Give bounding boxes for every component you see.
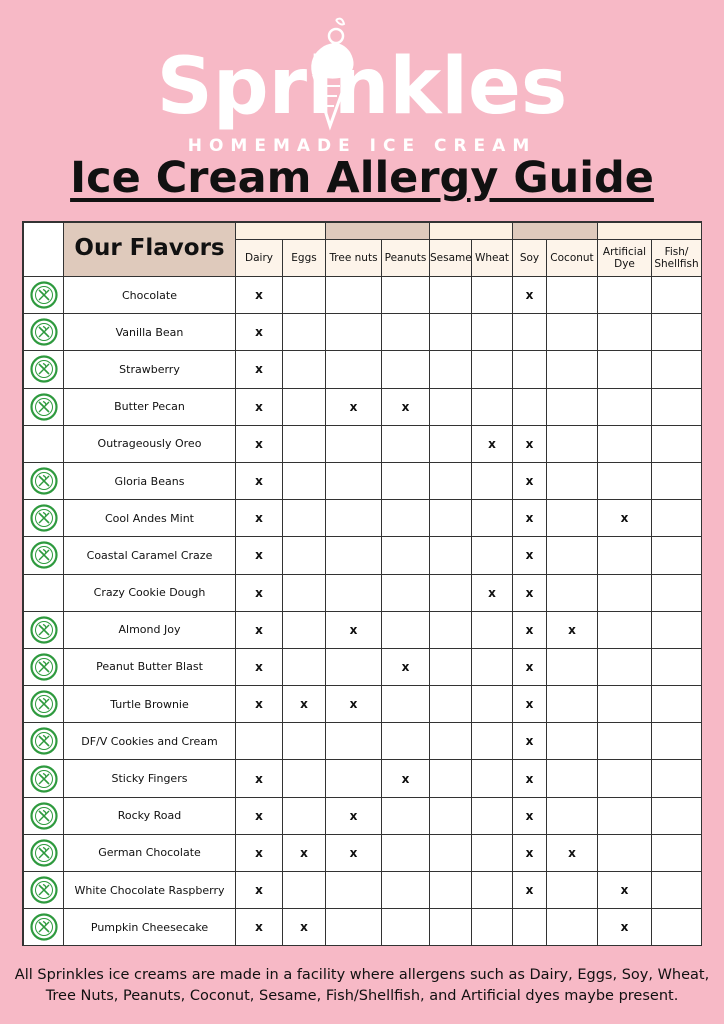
allergen-mark: x <box>326 686 382 723</box>
allergen-mark: x <box>236 797 283 834</box>
allergen-cell-empty <box>598 834 652 871</box>
badge-cell-empty <box>24 574 64 611</box>
allergen-cell-empty <box>652 277 702 314</box>
allergen-cell-empty <box>283 648 326 685</box>
allergen-cell-empty <box>283 500 326 537</box>
allergen-cell-empty <box>652 797 702 834</box>
logo <box>0 8 724 158</box>
allergen-cell-empty <box>652 425 702 462</box>
allergen-cell-empty <box>326 351 382 388</box>
allergen-cell-empty <box>472 314 513 351</box>
table-row <box>24 351 702 388</box>
allergen-cell-empty <box>472 797 513 834</box>
flavor-name: White Chocolate Raspberry <box>64 872 236 909</box>
allergen-cell-empty <box>382 872 430 909</box>
allergen-mark: x <box>236 500 283 537</box>
allergen-cell-empty <box>472 723 513 760</box>
allergen-cell-empty <box>430 797 472 834</box>
allergen-cell-empty <box>472 760 513 797</box>
allergen-cell-empty <box>472 537 513 574</box>
allergen-cell-empty <box>326 425 382 462</box>
allergen-cell-empty <box>652 909 702 946</box>
badge-column-header <box>24 223 64 277</box>
allergen-mark: x <box>236 425 283 462</box>
allergen-mark: x <box>283 834 326 871</box>
allergen-cell-empty <box>652 500 702 537</box>
allergen-cell-empty <box>652 723 702 760</box>
gluten-free-badge-icon <box>24 537 64 574</box>
allergen-cell-empty <box>598 611 652 648</box>
flavor-name: Cool Andes Mint <box>64 500 236 537</box>
column-header-soy: Soy <box>513 240 547 277</box>
allergen-cell-empty <box>547 537 598 574</box>
table-row <box>24 834 702 871</box>
allergen-cell-empty <box>652 314 702 351</box>
flavor-name: Rocky Road <box>64 797 236 834</box>
flavor-name: Coastal Caramel Craze <box>64 537 236 574</box>
allergen-cell-empty <box>547 314 598 351</box>
flavor-name: Outrageously Oreo <box>64 425 236 462</box>
flavor-name: Pumpkin Cheesecake <box>64 909 236 946</box>
allergen-cell-empty <box>652 648 702 685</box>
allergen-cell-empty <box>598 574 652 611</box>
allergen-cell-empty <box>326 574 382 611</box>
allergen-cell-empty <box>430 872 472 909</box>
allergen-mark: x <box>382 388 430 425</box>
allergen-cell-empty <box>283 537 326 574</box>
allergen-cell-empty <box>283 611 326 648</box>
column-header-dairy: Dairy <box>236 240 283 277</box>
allergen-cell-empty <box>652 537 702 574</box>
allergen-cell-empty <box>547 648 598 685</box>
allergen-mark: x <box>513 500 547 537</box>
allergen-cell-empty <box>472 462 513 499</box>
allergen-cell-empty <box>382 462 430 499</box>
allergen-cell-empty <box>382 797 430 834</box>
allergen-mark: x <box>513 648 547 685</box>
allergen-cell-empty <box>472 351 513 388</box>
gluten-free-badge-icon <box>24 314 64 351</box>
allergen-cell-empty <box>472 872 513 909</box>
allergen-cell-empty <box>283 797 326 834</box>
allergen-cell-empty <box>598 314 652 351</box>
table-row <box>24 425 702 462</box>
allergen-cell-empty <box>283 425 326 462</box>
allergen-cell-empty <box>430 834 472 871</box>
allergen-cell-empty <box>283 462 326 499</box>
gluten-free-badge-icon <box>24 872 64 909</box>
allergen-mark: x <box>513 537 547 574</box>
page-title: Ice Cream Allergy Guide <box>70 153 654 203</box>
allergen-cell-empty <box>598 277 652 314</box>
flavor-name: DF/V Cookies and Cream <box>64 723 236 760</box>
allergen-cell-empty <box>430 314 472 351</box>
flavor-name: Almond Joy <box>64 611 236 648</box>
allergen-cell-empty <box>382 500 430 537</box>
allergen-cell-empty <box>430 388 472 425</box>
allergen-mark: x <box>472 425 513 462</box>
allergen-cell-empty <box>547 797 598 834</box>
allergen-cell-empty <box>513 388 547 425</box>
allergen-mark: x <box>236 388 283 425</box>
table-row <box>24 314 702 351</box>
allergen-mark: x <box>326 834 382 871</box>
allergen-cell-empty <box>547 686 598 723</box>
flavor-name: Gloria Beans <box>64 462 236 499</box>
column-header-sesame: Sesame <box>430 240 472 277</box>
allergen-cell-empty <box>598 760 652 797</box>
allergen-mark: x <box>513 277 547 314</box>
allergen-mark: x <box>236 314 283 351</box>
allergen-mark: x <box>236 537 283 574</box>
table-row <box>24 797 702 834</box>
table-row <box>24 537 702 574</box>
allergen-cell-empty <box>326 537 382 574</box>
allergen-cell-empty <box>326 723 382 760</box>
table-row <box>24 611 702 648</box>
allergen-cell-empty <box>430 425 472 462</box>
allergen-cell-empty <box>598 388 652 425</box>
column-header-tree-nuts: Tree nuts <box>326 240 382 277</box>
table-row <box>24 388 702 425</box>
allergen-cell-empty <box>430 277 472 314</box>
allergen-mark: x <box>513 574 547 611</box>
allergen-mark: x <box>326 797 382 834</box>
allergen-cell-empty <box>652 686 702 723</box>
column-header-coconut: Coconut <box>547 240 598 277</box>
allergen-cell-empty <box>326 872 382 909</box>
column-header-fish-shellfish: Fish/ Shellfish <box>652 240 702 277</box>
table-row <box>24 648 702 685</box>
gluten-free-badge-icon <box>24 648 64 685</box>
gluten-free-badge-icon <box>24 388 64 425</box>
allergen-mark: x <box>326 611 382 648</box>
allergen-cell-empty <box>382 574 430 611</box>
allergy-table <box>22 221 702 946</box>
allergen-cell-empty <box>547 277 598 314</box>
allergen-cell-empty <box>547 425 598 462</box>
allergen-cell-empty <box>472 648 513 685</box>
gluten-free-badge-icon <box>24 797 64 834</box>
gluten-free-badge-icon <box>24 462 64 499</box>
allergen-cell-empty <box>598 537 652 574</box>
allergen-cell-empty <box>547 723 598 760</box>
badge-cell-empty <box>24 425 64 462</box>
allergen-cell-empty <box>430 909 472 946</box>
allergen-cell-empty <box>326 277 382 314</box>
allergen-cell-empty <box>382 277 430 314</box>
allergen-cell-empty <box>283 388 326 425</box>
allergen-cell-empty <box>472 686 513 723</box>
allergen-cell-empty <box>652 574 702 611</box>
allergen-cell-empty <box>652 388 702 425</box>
allergen-cell-empty <box>598 797 652 834</box>
allergen-cell-empty <box>382 834 430 871</box>
allergen-mark: x <box>513 686 547 723</box>
allergen-cell-empty <box>547 462 598 499</box>
allergen-cell-empty <box>652 351 702 388</box>
allergen-cell-empty <box>430 760 472 797</box>
table-row <box>24 500 702 537</box>
allergen-cell-empty <box>430 574 472 611</box>
flavor-name: Butter Pecan <box>64 388 236 425</box>
allergen-cell-empty <box>326 760 382 797</box>
column-header-artificial-dye: Artificial Dye <box>598 240 652 277</box>
table-row <box>24 872 702 909</box>
allergen-mark: x <box>513 723 547 760</box>
allergen-cell-empty <box>382 686 430 723</box>
gluten-free-badge-icon <box>24 277 64 314</box>
allergen-mark: x <box>236 872 283 909</box>
allergen-cell-empty <box>430 462 472 499</box>
allergen-mark: x <box>236 909 283 946</box>
allergen-mark: x <box>236 462 283 499</box>
allergen-cell-empty <box>283 574 326 611</box>
allergen-cell-empty <box>430 686 472 723</box>
allergen-cell-empty <box>547 574 598 611</box>
allergen-cell-empty <box>283 723 326 760</box>
allergen-cell-empty <box>472 909 513 946</box>
allergen-cell-empty <box>652 760 702 797</box>
allergen-cell-empty <box>430 723 472 760</box>
flavor-name: Chocolate <box>64 277 236 314</box>
table-row <box>24 574 702 611</box>
allergen-cell-empty <box>472 834 513 871</box>
flavor-name: Crazy Cookie Dough <box>64 574 236 611</box>
table-row <box>24 277 702 314</box>
column-header-eggs: Eggs <box>283 240 326 277</box>
gluten-free-badge-icon <box>24 500 64 537</box>
allergen-cell-empty <box>283 760 326 797</box>
allergen-cell-empty <box>598 648 652 685</box>
table-row <box>24 462 702 499</box>
allergen-mark: x <box>382 648 430 685</box>
brand-name: Sprinkles <box>156 42 568 132</box>
allergen-cell-empty <box>326 462 382 499</box>
allergen-mark: x <box>236 760 283 797</box>
flavor-name: Peanut Butter Blast <box>64 648 236 685</box>
gluten-free-badge-icon <box>24 723 64 760</box>
allergen-cell-empty <box>326 648 382 685</box>
allergen-cell-empty <box>598 686 652 723</box>
allergen-mark: x <box>513 462 547 499</box>
flavor-name: Sticky Fingers <box>64 760 236 797</box>
allergen-cell-empty <box>430 537 472 574</box>
allergen-mark: x <box>598 909 652 946</box>
allergen-cell-empty <box>326 314 382 351</box>
flavor-name: Vanilla Bean <box>64 314 236 351</box>
allergen-cell-empty <box>382 351 430 388</box>
allergen-mark: x <box>513 797 547 834</box>
allergen-cell-empty <box>547 760 598 797</box>
allergen-cell-empty <box>326 500 382 537</box>
allergen-cell-empty <box>513 909 547 946</box>
allergen-disclaimer: All Sprinkles ice creams are made in a facility where allergens such as Dairy, Eggs, Soy, Wheat, Tree Nuts, Peanuts, Coconut, Sesame, Fish/Shellfish, and Artificial dyes maybe present. <box>14 967 710 1004</box>
allergen-cell-empty <box>326 909 382 946</box>
allergen-mark: x <box>547 834 598 871</box>
allergen-cell-empty <box>382 909 430 946</box>
allergen-mark: x <box>513 760 547 797</box>
allergen-cell-empty <box>472 500 513 537</box>
allergen-cell-empty <box>430 648 472 685</box>
allergen-cell-empty <box>652 462 702 499</box>
allergen-cell-empty <box>652 834 702 871</box>
allergen-cell-empty <box>598 425 652 462</box>
allergen-cell-empty <box>382 723 430 760</box>
table-row <box>24 723 702 760</box>
allergen-mark: x <box>513 611 547 648</box>
allergen-mark: x <box>513 425 547 462</box>
allergen-mark: x <box>382 760 430 797</box>
flavors-column-header: Our Flavors <box>64 223 236 277</box>
allergen-cell-empty <box>547 872 598 909</box>
allergen-cell-empty <box>382 314 430 351</box>
allergen-cell-empty <box>547 500 598 537</box>
column-header-wheat: Wheat <box>472 240 513 277</box>
allergen-cell-empty <box>652 872 702 909</box>
allergen-mark: x <box>326 388 382 425</box>
table-row <box>24 909 702 946</box>
allergen-mark: x <box>598 500 652 537</box>
flavor-name: German Chocolate <box>64 834 236 871</box>
allergen-cell-empty <box>598 462 652 499</box>
allergen-mark: x <box>236 686 283 723</box>
allergen-cell-empty <box>472 388 513 425</box>
allergen-mark: x <box>236 574 283 611</box>
allergen-mark: x <box>236 648 283 685</box>
allergen-cell-empty <box>652 611 702 648</box>
allergen-cell-empty <box>283 351 326 388</box>
allergen-mark: x <box>472 574 513 611</box>
allergen-cell-empty <box>283 872 326 909</box>
gluten-free-badge-icon <box>24 760 64 797</box>
allergen-cell-empty <box>382 425 430 462</box>
gluten-free-badge-icon <box>24 834 64 871</box>
flavor-name: Turtle Brownie <box>64 686 236 723</box>
allergen-cell-empty <box>430 611 472 648</box>
allergen-cell-empty <box>513 314 547 351</box>
allergen-cell-empty <box>598 723 652 760</box>
brand-tagline: HOMEMADE ICE CREAM <box>187 136 537 156</box>
allergen-cell-empty <box>430 500 472 537</box>
allergen-mark: x <box>598 872 652 909</box>
allergen-cell-empty <box>472 611 513 648</box>
allergen-cell-empty <box>547 388 598 425</box>
gluten-free-badge-icon <box>24 611 64 648</box>
allergen-cell-empty <box>382 537 430 574</box>
allergen-mark: x <box>547 611 598 648</box>
gluten-free-badge-icon <box>24 686 64 723</box>
allergen-mark: x <box>236 834 283 871</box>
allergen-mark: x <box>283 909 326 946</box>
allergen-cell-empty <box>547 351 598 388</box>
allergen-cell-empty <box>598 351 652 388</box>
allergen-cell-empty <box>430 351 472 388</box>
header-band-row <box>24 223 702 240</box>
allergen-mark: x <box>236 277 283 314</box>
allergen-cell-empty <box>283 277 326 314</box>
gluten-free-badge-icon <box>24 909 64 946</box>
allergen-cell-empty <box>547 909 598 946</box>
allergen-cell-empty <box>513 351 547 388</box>
allergen-cell-empty <box>472 277 513 314</box>
allergen-mark: x <box>236 611 283 648</box>
allergen-mark: x <box>513 872 547 909</box>
column-header-peanuts: Peanuts <box>382 240 430 277</box>
allergen-cell-empty <box>382 611 430 648</box>
allergen-mark: x <box>236 351 283 388</box>
table-row <box>24 760 702 797</box>
allergen-mark: x <box>283 686 326 723</box>
allergen-cell-empty <box>283 314 326 351</box>
flavor-name: Strawberry <box>64 351 236 388</box>
allergen-mark: x <box>513 834 547 871</box>
gluten-free-badge-icon <box>24 351 64 388</box>
allergen-cell-empty <box>236 723 283 760</box>
table-row <box>24 686 702 723</box>
